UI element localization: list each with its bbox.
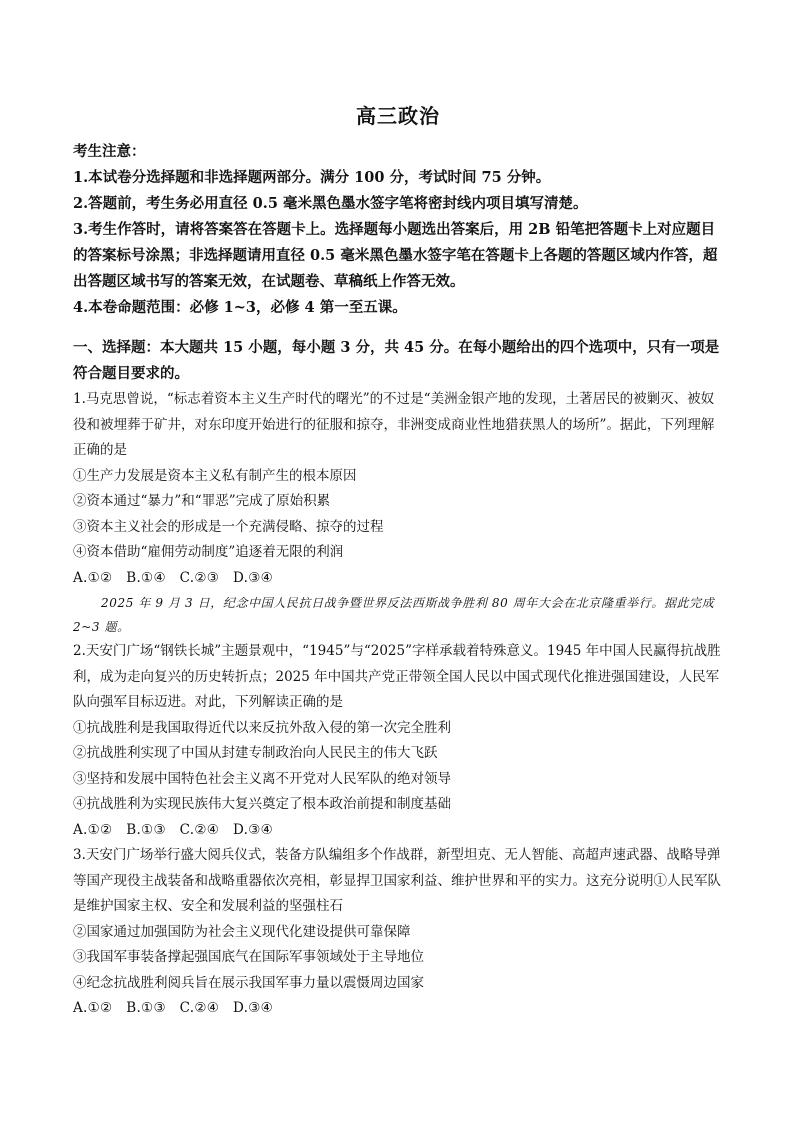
question-3-stem: 3.天安门广场举行盛大阅兵仪式，装备方队编组多个作战群，新型坦克、无人智能、高超声速武器、战略导弹等国产现役主战装备和战略重器依次亮相，彰显捍卫国家利益、维护世界和平的实力。这充分说明①人民军队是维护国家主权、安全和发展利益的坚强柱石 — [73, 847, 721, 914]
exam-page — [73, 100, 723, 1022]
question-2-choices: A.①② B.①③ C.②④ D.③④ — [73, 821, 274, 838]
notice-item: 1.本试卷分选择题和非选择题两部分。满分 100 分，考试时间 75 分钟。 — [73, 169, 551, 186]
question-1-option: ①生产力发展是资本主义私有制产生的根本原因 — [73, 467, 357, 484]
question-3-option: ④纪念抗战胜利阅兵旨在展示我国军事力量以震慑周边国家 — [73, 974, 424, 991]
question-3-option: ②国家通过加强国防为社会主义现代化建设提供可靠保障 — [73, 923, 411, 940]
notice-item: 4.本卷命题范围：必修 1~3，必修 4 第一至五课。 — [73, 299, 407, 316]
notice-item: 3.考生作答时，请将答案答在答题卡上。选择题每小题选出答案后，用 2B 铅笔把答题卡上对应题目的答案标号涂黑；非选择题请用直径 0.5 毫米黑色墨水签字笔在答题卡上各题的答题区域内作答，超出答题区域书写的答案无效，在试题卷、草稿纸上作答无效。 — [73, 221, 718, 290]
notice-heading: 考生注意： — [73, 143, 146, 160]
question-2-option: ②抗战胜利实现了中国从封建专制政治向人民民主的伟大飞跃 — [73, 745, 438, 761]
question-2-stem: 2.天安门广场“钢铁长城”主题景观中，“1945”与“2025”字样承载着特殊意义。1945 年中国人民赢得抗战胜利，成为走向复兴的历史转折点；2025 年中国共产党正带领全国人民以中国式现代化推进强国建设，人民军队向强军目标迈进。对此，下列解读正确的是 — [73, 643, 721, 710]
question-2-option: ④抗战胜利为实现民族伟大复兴奠定了根本政治前提和制度基础 — [73, 796, 451, 812]
question-1-stem: 1.马克思曾说，“标志着资本主义生产时代的曙光”的不过是“美洲金银产地的发现，土著居民的被剿灭、被奴役和被埋葬于矿井，对东印度开始进行的征服和掠夺，非洲变成商业性地猎获黑人的场所”。据此，下列理解正确的是 — [73, 391, 715, 458]
question-3-option: ③我国军事装备撑起强国底气在国际军事领域处于主导地位 — [73, 949, 424, 965]
page-title: 高三政治 — [356, 104, 440, 128]
question-1-option: ②资本通过“暴力”和“罪恶”完成了原始积累 — [73, 493, 331, 509]
question-3-choices: A.①② B.①③ C.②④ D.③④ — [73, 1000, 274, 1016]
question-2-option: ①抗战胜利是我国取得近代以来反抗外敌入侵的第一次完全胜利 — [73, 719, 451, 736]
section-heading: 一、选择题：本大题共 15 小题，每小题 3 分，共 45 分。在每小题给出的四个选项中，只有一项是符合题目要求的。 — [73, 339, 720, 382]
question-2-option: ③坚持和发展中国特色社会主义离不开党对人民军队的绝对领导 — [73, 770, 451, 787]
question-1-option: ③资本主义社会的形成是一个充满侵略、掠夺的过程 — [73, 518, 384, 535]
question-1-choices: A.①② B.①④ C.②③ D.③④ — [73, 569, 274, 586]
reading-material: 2025 年 9 月 3 日，纪念中国人民抗日战争暨世界反法西斯战争胜利 80 周年大会在北京隆重举行。据此完成 2~3 题。 — [73, 596, 715, 634]
question-1-option: ④资本借助“雇佣劳动制度”追逐着无限的利润 — [73, 544, 344, 560]
notice-item: 2.答题前，考生务必用直径 0.5 毫米黑色墨水签字笔将密封线内项目填写清楚。 — [73, 195, 588, 212]
